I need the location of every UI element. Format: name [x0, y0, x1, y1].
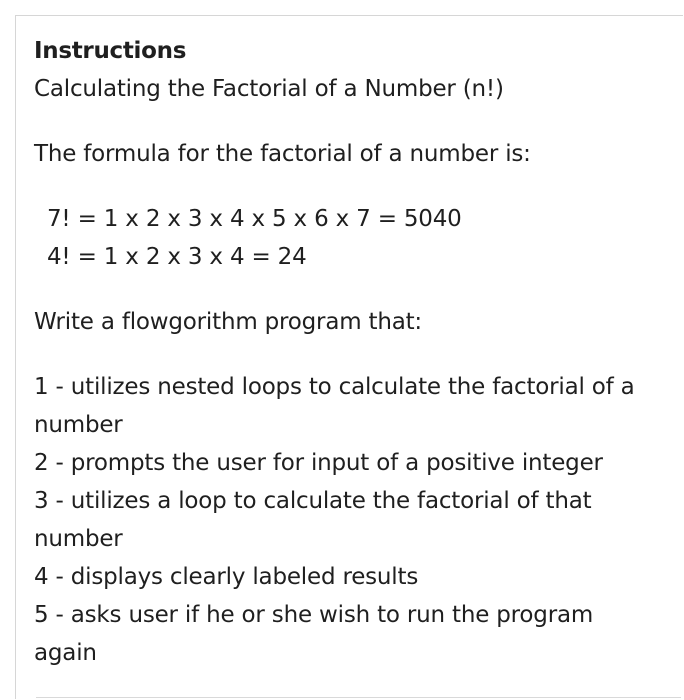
instructions-heading: Instructions: [34, 38, 187, 64]
requirement-item: 3 - utilizes a loop to calculate the factorial of that number: [34, 488, 592, 552]
requirement-item: 1 - utilizes nested loops to calculate the factorial of a number: [34, 374, 635, 438]
formula-line: 4! = 1 x 2 x 3 x 4 = 24: [47, 244, 307, 270]
requirement-item: 2 - prompts the user for input of a positive integer: [34, 450, 603, 476]
formula-intro: The formula for the factorial of a number is:: [34, 141, 531, 167]
task-intro: Write a flowgorithm program that:: [34, 309, 422, 335]
card-divider: [36, 697, 681, 698]
requirement-item: 4 - displays clearly labeled results: [34, 564, 419, 590]
instructions-content: [34, 34, 654, 672]
requirements-list: [34, 368, 654, 672]
instructions-subtitle: Calculating the Factorial of a Number (n!): [34, 76, 504, 102]
spacer: [34, 173, 654, 200]
spacer: [34, 276, 654, 303]
spacer: [34, 341, 654, 368]
spacer: [34, 108, 654, 135]
requirement-item: 5 - asks user if he or she wish to run the program again: [34, 602, 594, 666]
formula-line: 7! = 1 x 2 x 3 x 4 x 5 x 6 x 7 = 5040: [47, 206, 462, 232]
